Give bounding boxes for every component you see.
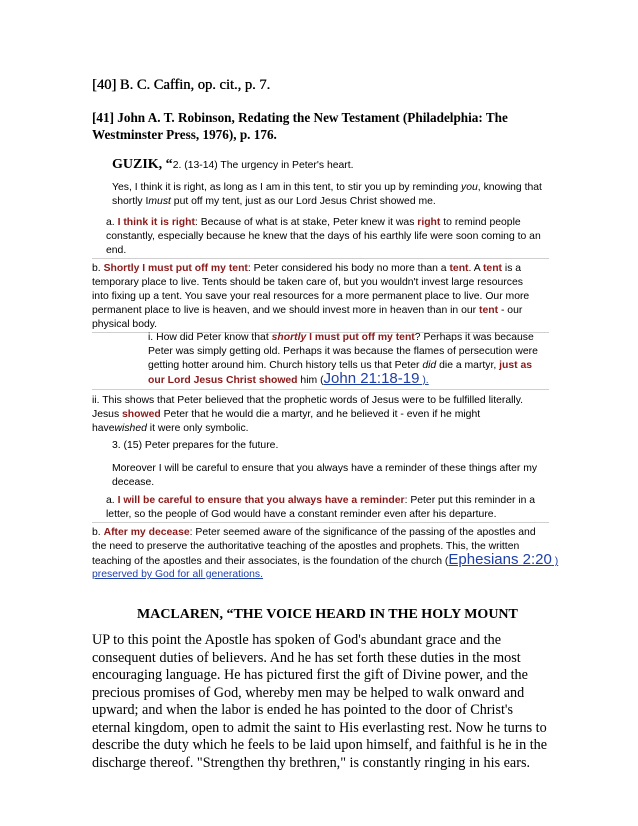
point-b2-line-4	[92, 568, 263, 582]
divider	[92, 389, 549, 390]
point-ii-line-3: havewished it were only symbolic.	[92, 423, 249, 434]
point-b-line-3: into fixing up a tent. You save your real resources for a more permanent place to live. Our more	[92, 291, 530, 302]
point-ii-line-2: Jesus showed Peter that he would die a martyr, and he believed it - even if he might	[92, 409, 481, 420]
divider	[92, 522, 549, 523]
footnote-40: [40] B. C. Caffin, op. cit., p. 7.	[92, 77, 271, 93]
section-3-heading: 3. (15) Peter prepares for the future.	[112, 440, 279, 451]
point-a-line-1: a. I think it is right: Because of what is at stake, Peter knew it was right to remind people	[106, 217, 521, 228]
point-i-line-1: i. How did Peter know that shortly I must put off my tent? Perhaps it was because	[148, 332, 534, 343]
preserved-link[interactable]: preserved by God for all generations.	[92, 569, 263, 580]
footnote-41-line-1: [41] John A. T. Robinson, Redating the New Testament (Philadelphia: The	[92, 110, 508, 125]
verse-line-2: shortly Imust put off my tent, just as our Lord Jesus Christ showed me.	[112, 196, 436, 207]
maclaren-line: encouraging language. He has pictured first the gift of Divine power, and the	[92, 667, 528, 683]
point-b-line-2: temporary place to live. Tents should be taken care of, but you wouldn't invest large resources	[92, 277, 523, 288]
verse-15-line-2: decease.	[112, 477, 155, 488]
point-b2-line-1: b. After my decease: Peter seemed aware of the significance of the passing of the apostles and	[92, 527, 536, 538]
maclaren-line: discharge thereof. "Strengthen thy brethren," is constantly ringing in his ears.	[92, 754, 531, 771]
verse-15-line-1: Moreover I will be careful to ensure that you always have a reminder of these things after my	[112, 463, 538, 474]
maclaren-body	[92, 632, 547, 772]
footnote-41-line-2: Westminster Press, 1976), p. 176.	[92, 127, 277, 142]
point-a-line-2: constantly, especially because he knew that the days of his earthly life were soon coming to an	[106, 231, 541, 242]
guzik-section-heading: 2. (13-14) The urgency in Peter's heart.	[172, 160, 354, 171]
point-i-line-2: Peter was simply getting old. Perhaps it was because the flames of persecution were	[148, 346, 538, 357]
point-i-line-3: getting hotter around him. Church history tells us that Peter did die a martyr, just as	[148, 360, 533, 371]
john-21-link-tail[interactable]: ).	[419, 375, 429, 386]
maclaren-line: UP to this point the Apostle has spoken of God's abundant grace and the	[92, 632, 502, 648]
ephesians-link-tail[interactable]: )	[551, 556, 559, 567]
point-a-line-3: end.	[106, 245, 127, 256]
point-ii-line-1: ii. This shows that Peter believed that the prophetic words of Jesus were to be fulfilled literally.	[92, 395, 524, 406]
maclaren-line: precious promises of God, whereby men may be helped to walk onward and	[92, 684, 525, 701]
divider	[92, 258, 549, 259]
point-i-line-4: our Lord Jesus Christ showed him (John 21:18-19 ).	[148, 370, 429, 387]
maclaren-heading: MACLAREN, “THE VOICE HEARD IN THE HOLY MOUNT	[137, 607, 518, 622]
ephesians-link[interactable]: Ephesians 2:20	[448, 551, 552, 568]
maclaren-line: eternal kingdom, open to admit the saint to His everlasting rest. Now he turns to	[92, 719, 547, 736]
point-a2-line-1: a. I will be careful to ensure that you always have a reminder: Peter put this reminder in a	[106, 495, 536, 506]
guzik-author: GUZIK, “	[112, 157, 173, 172]
point-b-line-5: physical body.	[92, 319, 158, 330]
point-b-line-1: b. Shortly I must put off my tent: Peter considered his body no more than a tent. A tent is a	[92, 263, 522, 274]
point-a2-line-2: letter, so the people of God would have a constant reminder even after his departure.	[106, 509, 497, 520]
point-b-line-4: permanent place to live is heaven, and we should invest more in heaven than in our tent - our	[92, 305, 523, 316]
verse-line-1: Yes, I think it is right, as long as I am in this tent, to stir you up by reminding you, knowing that	[112, 182, 542, 193]
maclaren-line: consequent duties of believers. And he has set forth these duties in the most	[92, 649, 521, 666]
point-b2-line-3: teaching of the apostles and their associates, is the foundation of the church (Ephesians 2:20 )	[92, 551, 559, 568]
guzik-heading	[112, 155, 354, 173]
maclaren-line: upward; and when the labor is ended he has pointed to the door of Christ's	[92, 702, 513, 718]
point-b2-line-2: the need to preserve the authoritative teaching of the apostles and prophets. This, the written	[92, 541, 520, 552]
john-21-link[interactable]: John 21:18-19	[323, 370, 420, 387]
maclaren-line: describe the duty which he feels to be laid upon himself, and faithful is he in the	[92, 737, 548, 753]
